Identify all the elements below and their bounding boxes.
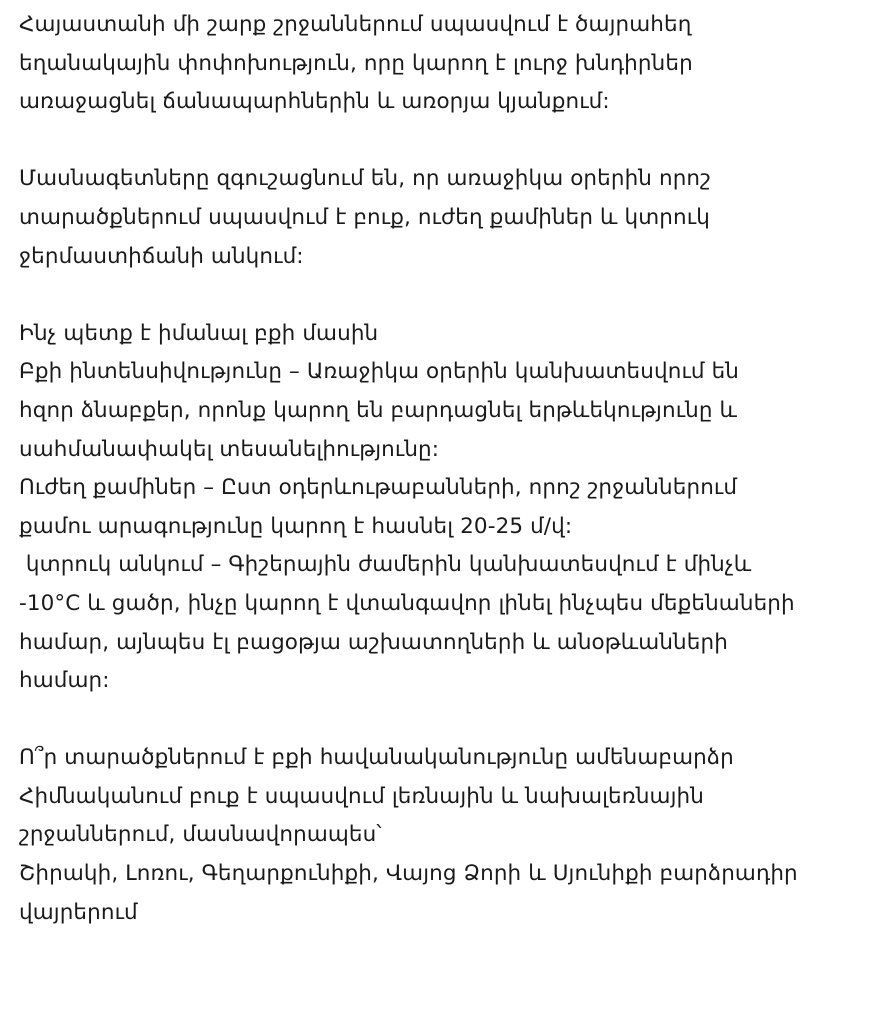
section-heading: Ինչ պետք է իմանալ բքի մասին <box>19 320 379 346</box>
text-line: Բքի ինտենսիվությունը – Առաջիկա օրերին կանխատեսվում են <box>19 359 740 385</box>
text-line: կտրուկ անկում – Գիշերային ժամերին կանխատեսվում է մինչև <box>19 552 752 578</box>
text-line: Մասնագետները զգուշացնում են, որ առաջիկա օրերին որոշ <box>19 166 711 192</box>
text-line: Շիրակի, Լոռու, Գեղարքունիքի, Վայոց Ձորի և Սյունիքի բարձրադիր <box>19 861 798 887</box>
text-line: համար, այնպես էլ բացօթյա աշխատողների և անօթևանների <box>19 629 728 655</box>
paragraph-regions <box>19 739 881 932</box>
paragraph-spacer <box>19 276 881 315</box>
text-line: հզոր ձնաբքեր, որոնք կարող են բարդացնել երթևեկությունը և <box>19 397 738 423</box>
text-line: -10°C և ցածր, ինչը կարող է վտանգավոր լինել ինչպես մեքենաների <box>19 590 795 616</box>
article-body <box>19 6 881 932</box>
paragraph-warning <box>19 160 881 276</box>
paragraph-spacer <box>19 122 881 161</box>
text-line: Ո՞ր տարածքներում է բքի հավանականությունը ամենաբարձր <box>19 745 734 771</box>
paragraph-spacer <box>19 701 881 740</box>
text-line: շրջաններում, մասնավորապես՝ <box>19 822 382 848</box>
text-line: ջերմաստիճանի անկում: <box>19 243 304 269</box>
text-line: եղանակային փոփոխություն, որը կարող է լուրջ խնդիրներ <box>19 50 693 76</box>
text-line: Հիմնականում բուք է սպասվում լեռնային և նախալեռնային <box>19 783 704 809</box>
text-line: տարածքներում սպասվում է բուք, ուժեղ քամիներ և կտրուկ <box>19 204 710 230</box>
text-line: քամու արագությունը կարող է հասնել 20-25 մ/վ: <box>19 513 573 539</box>
text-line: համար: <box>19 668 110 694</box>
text-line: վայրերում <box>19 899 138 925</box>
paragraph-details <box>19 315 881 701</box>
text-line: սահմանափակել տեսանելիությունը: <box>19 436 440 462</box>
text-line: Ուժեղ քամիներ – Ըստ օդերևութաբանների, որոշ շրջաններում <box>19 475 738 501</box>
paragraph-intro <box>19 6 881 122</box>
text-line: Հայաստանի մի շարք շրջաններում սպասվում է ծայրահեղ <box>19 12 692 37</box>
text-line: առաջացնել ճանապարհներին և առօրյա կյանքում: <box>19 89 610 115</box>
